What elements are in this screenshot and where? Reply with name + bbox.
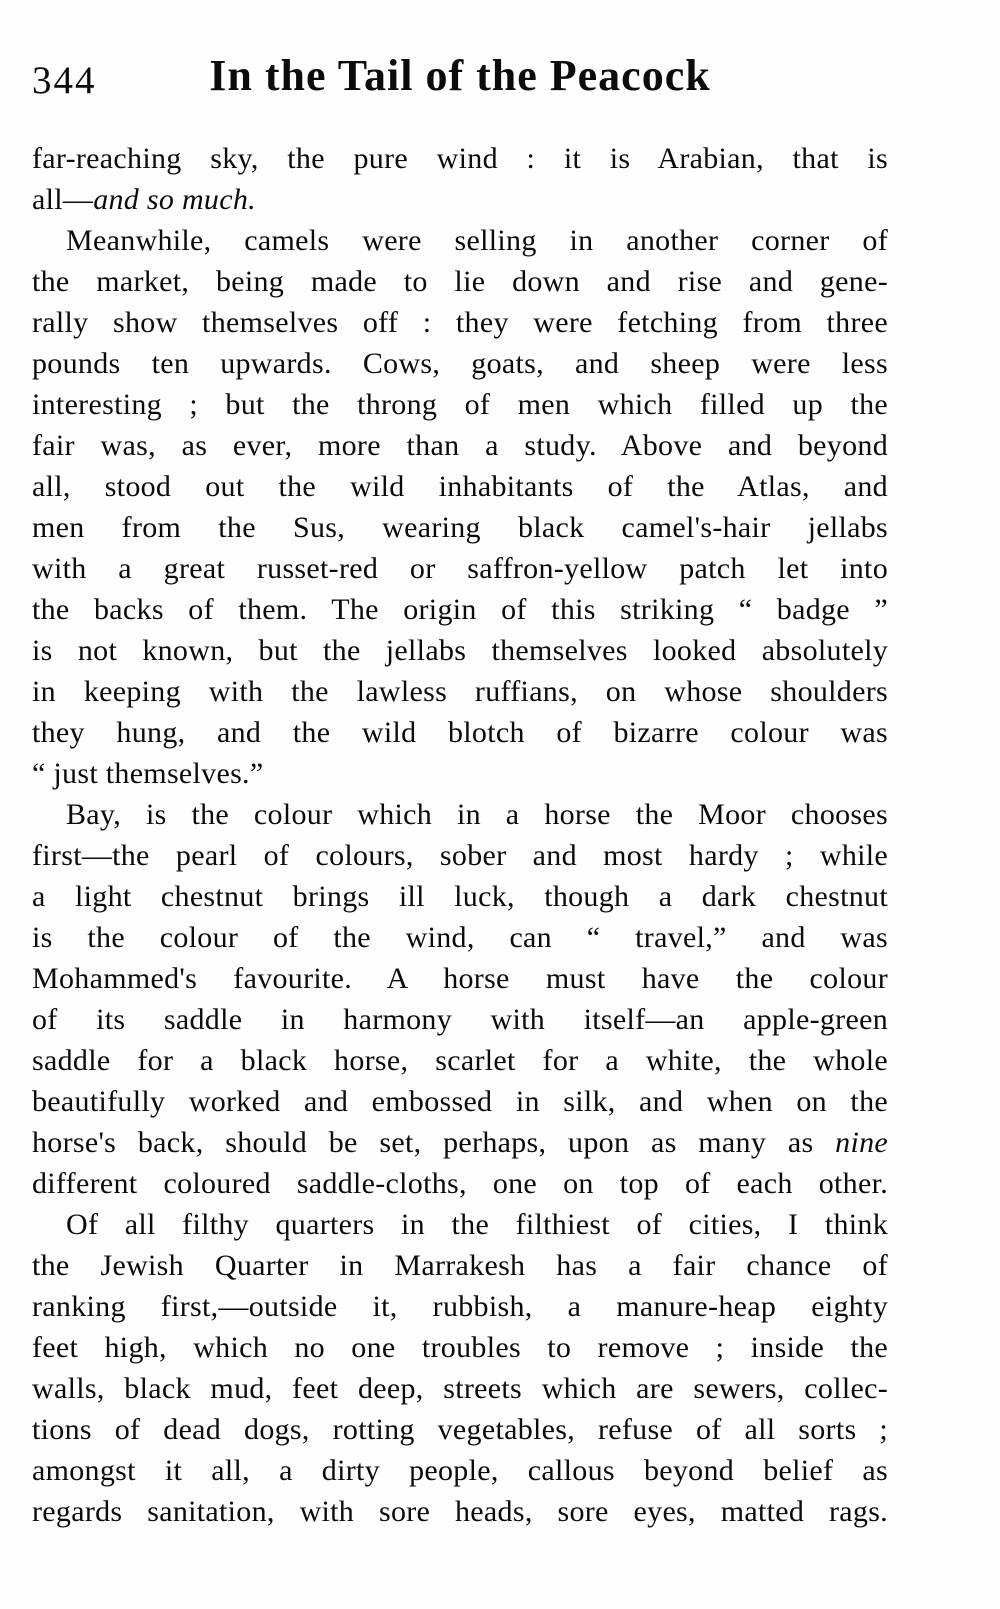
text-line xyxy=(32,261,888,302)
text-line xyxy=(32,1409,888,1450)
text-segment: amongst it all, a dirty people, callous beyond belief as xyxy=(32,1454,888,1487)
text-line xyxy=(32,999,888,1040)
text-line xyxy=(32,343,888,384)
text-line xyxy=(32,753,888,794)
text-segment: of its saddle in harmony with itself—an apple-green xyxy=(32,1003,888,1036)
text-segment: saddle for a black horse, scarlet for a white, the whole xyxy=(32,1044,888,1077)
text-line xyxy=(32,917,888,958)
text-segment: is the colour of the wind, can “ travel,” and was xyxy=(32,921,888,954)
text-segment: far-reaching sky, the pure wind : it is Arabian, that is xyxy=(32,142,888,175)
text-line xyxy=(32,671,888,712)
text-line xyxy=(32,1327,888,1368)
text-block xyxy=(32,138,888,1532)
text-segment: walls, black mud, feet deep, streets which are sewers, collec- xyxy=(32,1372,888,1405)
text-line xyxy=(32,1081,888,1122)
text-segment: the backs of them. The origin of this striking “ badge ” xyxy=(32,593,888,626)
text-line xyxy=(32,1163,888,1204)
text-segment: pounds ten upwards. Cows, goats, and sheep were less xyxy=(32,347,888,380)
text-line xyxy=(32,1491,888,1532)
text-line xyxy=(32,384,888,425)
text-segment: “ just themselves.” xyxy=(32,757,264,790)
text-segment: a light chestnut brings ill luck, though a dark chestnut xyxy=(32,880,888,913)
text-line xyxy=(32,1122,888,1163)
page-header xyxy=(32,50,888,110)
text-segment: different coloured saddle-cloths, one on top of each other. xyxy=(32,1167,888,1200)
text-line xyxy=(32,425,888,466)
text-segment: the Jewish Quarter in Marrakesh has a fair chance of xyxy=(32,1249,888,1282)
text-line xyxy=(32,1245,888,1286)
text-line xyxy=(32,876,888,917)
italic-text-segment: and so much. xyxy=(93,183,256,216)
text-segment: they hung, and the wild blotch of bizarre colour was xyxy=(32,716,888,749)
text-line xyxy=(32,138,888,179)
text-line xyxy=(32,794,888,835)
text-segment: regards sanitation, with sore heads, sore eyes, matted rags. xyxy=(32,1495,888,1528)
text-line xyxy=(32,507,888,548)
text-segment: ranking first,—outside it, rubbish, a manure-heap eighty xyxy=(32,1290,888,1323)
text-line xyxy=(32,712,888,753)
text-segment: the market, being made to lie down and rise and gene- xyxy=(32,265,888,298)
text-line xyxy=(32,835,888,876)
text-segment: tions of dead dogs, rotting vegetables, refuse of all sorts ; xyxy=(32,1413,888,1446)
text-segment: beautifully worked and embossed in silk, and when on the xyxy=(32,1085,888,1118)
text-segment: Meanwhile, camels were selling in another corner of xyxy=(66,224,888,257)
text-line xyxy=(32,302,888,343)
text-line xyxy=(32,220,888,261)
page-title: In the Tail of the Peacock xyxy=(209,51,711,100)
text-segment: horse's back, should be set, perhaps, upon as many as xyxy=(32,1126,836,1159)
text-line xyxy=(32,466,888,507)
text-line xyxy=(32,1204,888,1245)
text-segment: with a great russet-red or saffron-yellow patch let into xyxy=(32,552,888,585)
text-segment: Mohammed's favourite. A horse must have the colour xyxy=(32,962,888,995)
text-line xyxy=(32,1450,888,1491)
text-segment: interesting ; but the throng of men which filled up the xyxy=(32,388,888,421)
page-number: 344 xyxy=(32,59,97,102)
text-segment: all, stood out the wild inhabitants of the Atlas, and xyxy=(32,470,888,503)
text-line xyxy=(32,1286,888,1327)
text-segment: Bay, is the colour which in a horse the Moor chooses xyxy=(66,798,888,831)
text-segment: Of all filthy quarters in the filthiest of cities, I think xyxy=(66,1208,888,1241)
text-segment: in keeping with the lawless ruffians, on whose shoulders xyxy=(32,675,888,708)
text-line xyxy=(32,958,888,999)
text-segment: fair was, as ever, more than a study. Above and beyond xyxy=(32,429,888,462)
text-line xyxy=(32,179,888,220)
text-segment: feet high, which no one troubles to remove ; inside the xyxy=(32,1331,888,1364)
text-line xyxy=(32,630,888,671)
text-line xyxy=(32,548,888,589)
italic-text-segment: nine xyxy=(835,1126,888,1159)
text-segment: all— xyxy=(32,183,94,216)
text-line xyxy=(32,589,888,630)
text-line xyxy=(32,1040,888,1081)
text-segment: is not known, but the jellabs themselves looked absolutely xyxy=(32,634,888,667)
text-segment: first—the pearl of colours, sober and most hardy ; while xyxy=(32,839,888,872)
text-line xyxy=(32,1368,888,1409)
text-segment: men from the Sus, wearing black camel's-hair jellabs xyxy=(32,511,888,544)
text-segment: rally show themselves off : they were fetching from three xyxy=(32,306,888,339)
